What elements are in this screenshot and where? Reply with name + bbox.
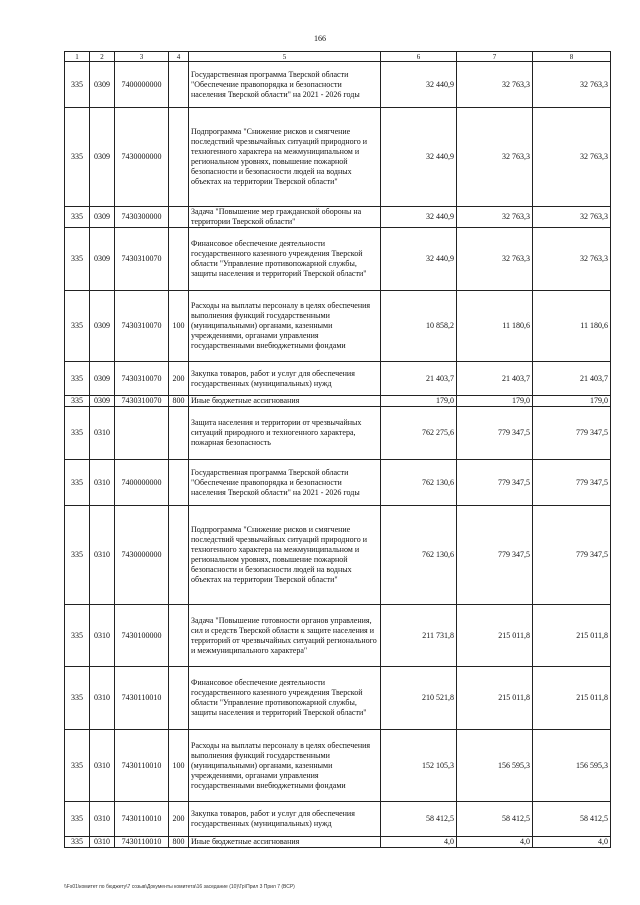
table-row <box>65 802 611 837</box>
cell-amount-2022: 58 412,5 <box>457 802 533 837</box>
cell-amount-2021: 10 858,2 <box>381 291 457 362</box>
cell-name: Подпрограмма "Снижение рисков и смягчение последствий чрезвычайных ситуаций природного и техногенного характера на межмуниципальном и региональном уровнях, повышение пожарной безопасности и безопасности людей на водных объектах на территории Тверской области" <box>189 506 381 605</box>
cell-amount-2023: 215 011,8 <box>533 667 611 730</box>
cell-ministry-code: 335 <box>65 407 90 460</box>
cell-amount-2022: 32 763,3 <box>457 108 533 207</box>
cell-expense-type <box>169 407 189 460</box>
cell-expense-type <box>169 506 189 605</box>
cell-name: Государственная программа Тверской области "Обеспечение правопорядка и безопасности населения Тверской области" на 2021 - 2026 годы <box>189 62 381 108</box>
cell-target-article: 7430310070 <box>115 291 169 362</box>
cell-expense-type <box>169 207 189 228</box>
cell-section-code: 0310 <box>90 730 115 802</box>
cell-section-code: 0309 <box>90 228 115 291</box>
cell-expense-type: 200 <box>169 802 189 837</box>
column-header: 7 <box>457 52 533 62</box>
cell-amount-2021: 152 105,3 <box>381 730 457 802</box>
cell-name: Закупка товаров, работ и услуг для обеспечения государственных (муниципальных) нужд <box>189 362 381 396</box>
cell-section-code: 0309 <box>90 62 115 108</box>
cell-amount-2023: 215 011,8 <box>533 605 611 667</box>
table-row <box>65 667 611 730</box>
cell-amount-2023: 11 180,6 <box>533 291 611 362</box>
table-row <box>65 837 611 848</box>
cell-section-code: 0310 <box>90 506 115 605</box>
cell-amount-2023: 32 763,3 <box>533 228 611 291</box>
page-number: 166 <box>314 34 326 43</box>
cell-amount-2022: 32 763,3 <box>457 228 533 291</box>
cell-amount-2021: 762 275,6 <box>381 407 457 460</box>
cell-amount-2023: 32 763,3 <box>533 62 611 108</box>
cell-name: Расходы на выплаты персоналу в целях обеспечения выполнения функций государственными (муниципальными) органами, казенными учреждениями, органами управления государственными внебюджетными фондами <box>189 730 381 802</box>
column-header: 5 <box>189 52 381 62</box>
cell-expense-type <box>169 605 189 667</box>
cell-ministry-code: 335 <box>65 802 90 837</box>
cell-ministry-code: 335 <box>65 605 90 667</box>
column-header: 1 <box>65 52 90 62</box>
cell-target-article: 7400000000 <box>115 460 169 506</box>
cell-amount-2022: 179,0 <box>457 396 533 407</box>
table-row <box>65 506 611 605</box>
cell-amount-2022: 11 180,6 <box>457 291 533 362</box>
cell-ministry-code: 335 <box>65 228 90 291</box>
cell-amount-2021: 32 440,9 <box>381 108 457 207</box>
cell-amount-2022: 215 011,8 <box>457 667 533 730</box>
cell-ministry-code: 335 <box>65 730 90 802</box>
cell-amount-2021: 32 440,9 <box>381 207 457 228</box>
cell-amount-2023: 179,0 <box>533 396 611 407</box>
cell-expense-type: 800 <box>169 396 189 407</box>
table-row <box>65 460 611 506</box>
cell-ministry-code: 335 <box>65 396 90 407</box>
cell-target-article: 7430110010 <box>115 837 169 848</box>
table-row <box>65 108 611 207</box>
cell-amount-2023: 779 347,5 <box>533 407 611 460</box>
cell-name: Задача "Повышение мер гражданской обороны на территории Тверской области" <box>189 207 381 228</box>
cell-amount-2021: 762 130,6 <box>381 460 457 506</box>
cell-section-code: 0310 <box>90 460 115 506</box>
cell-ministry-code: 335 <box>65 667 90 730</box>
table-row <box>65 605 611 667</box>
cell-section-code: 0309 <box>90 396 115 407</box>
cell-amount-2023: 32 763,3 <box>533 207 611 228</box>
cell-amount-2021: 210 521,8 <box>381 667 457 730</box>
cell-target-article: 7400000000 <box>115 62 169 108</box>
cell-amount-2022: 779 347,5 <box>457 407 533 460</box>
cell-expense-type <box>169 228 189 291</box>
cell-amount-2021: 32 440,9 <box>381 228 457 291</box>
cell-amount-2023: 779 347,5 <box>533 506 611 605</box>
table-row <box>65 62 611 108</box>
cell-expense-type <box>169 460 189 506</box>
cell-amount-2022: 215 011,8 <box>457 605 533 667</box>
table-row <box>65 207 611 228</box>
cell-target-article: 7430110010 <box>115 802 169 837</box>
cell-target-article: 7430000000 <box>115 506 169 605</box>
column-header: 8 <box>533 52 611 62</box>
cell-name: Защита населения и территории от чрезвычайных ситуаций природного и техногенного характера, пожарная безопасность <box>189 407 381 460</box>
table-header-row <box>65 52 611 62</box>
cell-section-code: 0309 <box>90 108 115 207</box>
cell-section-code: 0310 <box>90 802 115 837</box>
cell-ministry-code: 335 <box>65 291 90 362</box>
cell-target-article: 7430300000 <box>115 207 169 228</box>
cell-amount-2021: 762 130,6 <box>381 506 457 605</box>
file-path-footer: \\Fs01\комитет по бюджету\7 созыв\Документы комитета\16 заседание (10)\Гр\Прил 3 Прил 7 (ВСР) <box>64 884 295 890</box>
cell-target-article <box>115 407 169 460</box>
cell-amount-2023: 156 595,3 <box>533 730 611 802</box>
cell-amount-2021: 58 412,5 <box>381 802 457 837</box>
cell-section-code: 0309 <box>90 291 115 362</box>
table-row <box>65 228 611 291</box>
cell-name: Закупка товаров, работ и услуг для обеспечения государственных (муниципальных) нужд <box>189 802 381 837</box>
cell-name: Финансовое обеспечение деятельности государственного казенного учреждения Тверской области "Управление противопожарной службы, защиты населения и территорий Тверской области" <box>189 228 381 291</box>
cell-amount-2021: 211 731,8 <box>381 605 457 667</box>
cell-ministry-code: 335 <box>65 362 90 396</box>
cell-expense-type <box>169 108 189 207</box>
cell-amount-2023: 779 347,5 <box>533 460 611 506</box>
cell-ministry-code: 335 <box>65 62 90 108</box>
cell-target-article: 7430100000 <box>115 605 169 667</box>
cell-expense-type <box>169 667 189 730</box>
cell-name: Подпрограмма "Снижение рисков и смягчение последствий чрезвычайных ситуаций природного и техногенного характера на межмуниципальном и региональном уровнях, повышение пожарной безопасности и безопасности людей на водных объектах на территории Тверской области" <box>189 108 381 207</box>
cell-amount-2021: 179,0 <box>381 396 457 407</box>
cell-expense-type <box>169 62 189 108</box>
cell-target-article: 7430110010 <box>115 667 169 730</box>
cell-amount-2023: 58 412,5 <box>533 802 611 837</box>
cell-expense-type: 800 <box>169 837 189 848</box>
cell-section-code: 0309 <box>90 362 115 396</box>
cell-target-article: 7430310070 <box>115 396 169 407</box>
cell-section-code: 0309 <box>90 207 115 228</box>
cell-amount-2023: 32 763,3 <box>533 108 611 207</box>
cell-name: Задача "Повышение готовности органов управления, сил и средств Тверской области к защите населения и территорий от чрезвычайных ситуаций регионального и межмуниципального характера" <box>189 605 381 667</box>
cell-amount-2023: 21 403,7 <box>533 362 611 396</box>
cell-amount-2022: 32 763,3 <box>457 62 533 108</box>
cell-section-code: 0310 <box>90 837 115 848</box>
cell-section-code: 0310 <box>90 605 115 667</box>
cell-target-article: 7430110010 <box>115 730 169 802</box>
cell-expense-type: 100 <box>169 291 189 362</box>
cell-target-article: 7430000000 <box>115 108 169 207</box>
cell-amount-2022: 32 763,3 <box>457 207 533 228</box>
cell-ministry-code: 335 <box>65 460 90 506</box>
cell-amount-2022: 156 595,3 <box>457 730 533 802</box>
cell-name: Иные бюджетные ассигнования <box>189 837 381 848</box>
column-header: 2 <box>90 52 115 62</box>
cell-amount-2021: 32 440,9 <box>381 62 457 108</box>
table-row <box>65 362 611 396</box>
column-header: 6 <box>381 52 457 62</box>
table-row <box>65 291 611 362</box>
cell-section-code: 0310 <box>90 667 115 730</box>
cell-amount-2021: 21 403,7 <box>381 362 457 396</box>
table-row <box>65 396 611 407</box>
cell-target-article: 7430310070 <box>115 228 169 291</box>
cell-name: Иные бюджетные ассигнования <box>189 396 381 407</box>
cell-ministry-code: 335 <box>65 207 90 228</box>
column-header: 4 <box>169 52 189 62</box>
column-header: 3 <box>115 52 169 62</box>
cell-ministry-code: 335 <box>65 108 90 207</box>
cell-name: Финансовое обеспечение деятельности государственного казенного учреждения Тверской области "Управление противопожарной службы, защиты населения и территорий Тверской области" <box>189 667 381 730</box>
cell-amount-2022: 779 347,5 <box>457 460 533 506</box>
cell-amount-2022: 4,0 <box>457 837 533 848</box>
cell-amount-2022: 779 347,5 <box>457 506 533 605</box>
cell-ministry-code: 335 <box>65 837 90 848</box>
budget-table <box>64 51 611 848</box>
table-row <box>65 730 611 802</box>
cell-ministry-code: 335 <box>65 506 90 605</box>
cell-section-code: 0310 <box>90 407 115 460</box>
cell-amount-2021: 4,0 <box>381 837 457 848</box>
cell-name: Расходы на выплаты персоналу в целях обеспечения выполнения функций государственными (муниципальными) органами, казенными учреждениями, органами управления государственными внебюджетными фондами <box>189 291 381 362</box>
cell-expense-type: 200 <box>169 362 189 396</box>
cell-amount-2023: 4,0 <box>533 837 611 848</box>
table-row <box>65 407 611 460</box>
cell-expense-type: 100 <box>169 730 189 802</box>
cell-name: Государственная программа Тверской области "Обеспечение правопорядка и безопасности населения Тверской области" на 2021 - 2026 годы <box>189 460 381 506</box>
cell-amount-2022: 21 403,7 <box>457 362 533 396</box>
cell-target-article: 7430310070 <box>115 362 169 396</box>
